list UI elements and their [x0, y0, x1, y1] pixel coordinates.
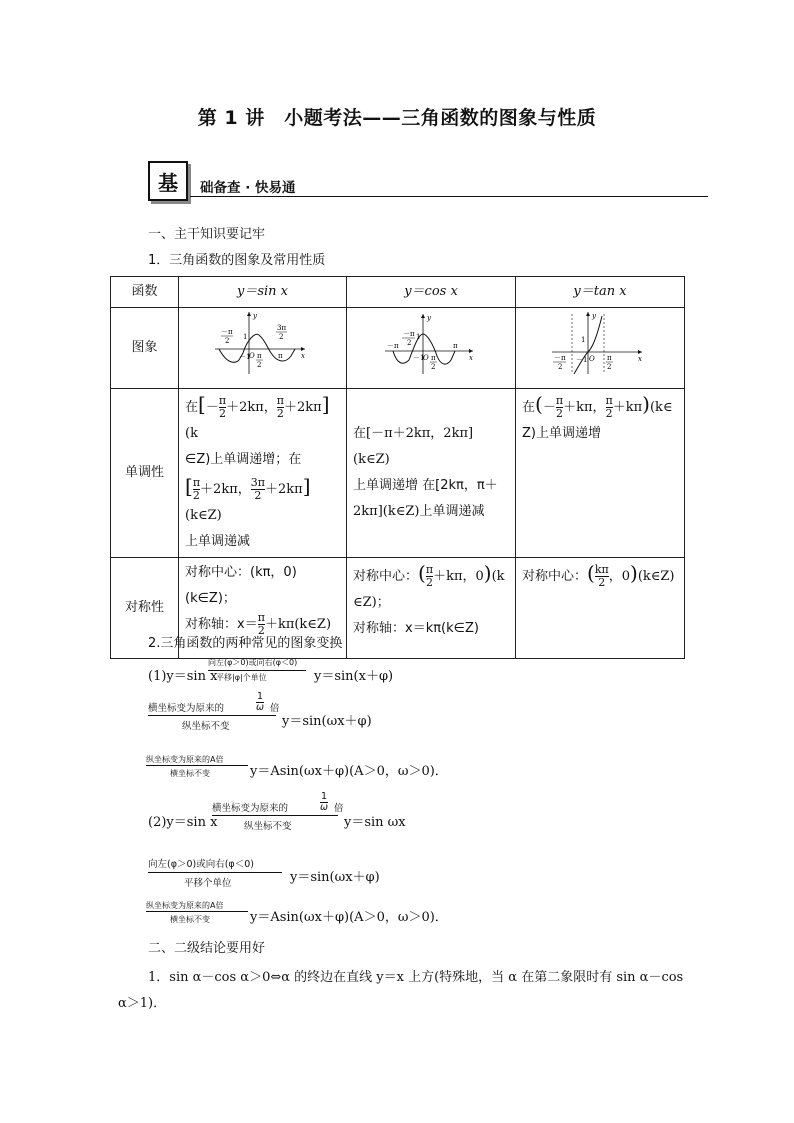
sin-graph [213, 308, 313, 378]
svg-text:－π: －π [220, 328, 233, 336]
cos-symmetry-cell [347, 558, 516, 659]
svg-text:－π: －π [554, 354, 566, 362]
t5-result: y＝sin(ωx＋φ) [290, 870, 380, 885]
svg-text:3π: 3π [276, 324, 286, 332]
t3-arrow [146, 765, 248, 766]
header-cell: y＝sin x [179, 277, 347, 308]
tan-mono-line1: 在(－ $\frac{\pi}{2}$ ＋kπ， $\frac{\pi}{2}$ ＋kπ)(k∈ [522, 392, 673, 420]
svg-text:2: 2 [407, 339, 412, 347]
svg-text:x: x [638, 355, 642, 363]
sin-sym-line1: 对称中心：(kπ，0)(k∈Z)； [185, 565, 297, 606]
tan-symmetry-cell [516, 558, 685, 659]
t2-top-end: 倍 [270, 703, 280, 714]
properties-table [110, 276, 685, 659]
tan-sym-line1: 对称中心：( $\frac{k\pi}{2}$ ，0)(k∈Z) [522, 561, 675, 589]
t3-top: 纵坐标变为原来的A倍 [146, 755, 224, 764]
svg-text:y: y [592, 312, 596, 320]
svg-text:2: 2 [607, 363, 612, 371]
section-divider [190, 196, 708, 197]
t4-top-end: 倍 [334, 803, 344, 814]
cos-sym-text: 对称中心： [353, 569, 419, 584]
sin-sym-line2: 对称轴：x＝ $\frac{\pi}{2}$ ＋kπ(k∈Z) [185, 611, 332, 637]
svg-text:2: 2 [558, 363, 563, 371]
header-cell: 函数 [111, 277, 179, 308]
t3-bottom: 横坐标不变 [170, 769, 210, 778]
t2-arrow [148, 715, 276, 716]
svg-text:1: 1 [581, 336, 586, 344]
sin-mono-text: (k∈Z) [185, 508, 222, 523]
t1-arrow-bottom: 平移|φ|个单位 [216, 673, 267, 682]
cos-mono-line1: 在[－π＋2kπ，2kπ](k∈Z) [353, 426, 474, 467]
cos-sym-text: (k [491, 569, 505, 584]
sin-mono-text: 在 [185, 400, 199, 415]
t4-bottom: 纵坐标不变 [244, 821, 292, 832]
sin-sym-text: ＋kπ(k∈Z) [264, 617, 332, 632]
tan-sym-text: (k∈Z) [637, 569, 675, 584]
t1-result: y＝sin(x＋φ) [314, 669, 394, 684]
t2-fraction: 1 ω [256, 691, 264, 713]
cos-sym-line2: ∈Z)； [353, 595, 390, 610]
part3-item1-line1: 1．sin α－cos α＞0⇔α 的终边在直线 y＝x 上方(特殊地，当 α 在第二象限时有 sin α－cos [148, 970, 684, 985]
tan-mono-text: (k∈ [649, 400, 673, 415]
sin-graph-cell [179, 308, 347, 389]
row-label: 图象 [111, 308, 179, 389]
cos-mono-line3: 2kπ](k∈Z)上单调递减 [353, 504, 485, 519]
t6-top: 纵坐标变为原来的A倍 [146, 901, 224, 910]
sin-mono-line2: ∈Z)上单调递增；在 [185, 452, 302, 467]
part1-heading: 一、主干知识要记牢 [148, 227, 266, 242]
cos-mono-line2: 上单调递增 在[2kπ，π＋ [353, 478, 498, 493]
svg-text:－1: －1 [576, 356, 588, 364]
t5-top: 向左(φ＞0)或向右(φ＜0) [148, 859, 254, 870]
svg-text:x: x [300, 352, 305, 360]
t4-prefix: (2)y＝sin x [148, 815, 218, 830]
svg-text:－π: －π [387, 342, 399, 350]
t6-arrow [146, 911, 248, 912]
t1-arrow [208, 670, 306, 671]
svg-text:1: 1 [416, 333, 421, 341]
sin-mono-line1: 在[－ $\frac{\pi}{2}$ ＋2kπ， $\frac{\pi}{2}$ ＋2kπ](k [185, 392, 330, 441]
t4-result: y＝sin ωx [344, 815, 406, 830]
cos-sym-line3: 对称轴：x＝kπ(k∈Z) [353, 621, 479, 636]
svg-text:2: 2 [256, 361, 261, 369]
sin-mono-line3: [ $\frac{\pi}{2}$ ＋2kπ， $\frac{3\pi}{2}$ ＋2kπ](k∈Z) [185, 474, 311, 523]
t1-prefix: (1)y＝sin x [148, 669, 218, 684]
tan-graph [550, 308, 650, 378]
part3-item1-line2: α＞1)． [118, 996, 167, 1011]
tan-sym-text: 对称中心： [522, 569, 588, 584]
section-badge: 基 [148, 161, 188, 201]
svg-text:y: y [252, 312, 257, 320]
svg-text:1: 1 [242, 333, 247, 341]
svg-text:π: π [277, 352, 283, 360]
svg-text:－π: －π [403, 330, 415, 338]
section-title: 础备查 · 快易通 [200, 180, 296, 196]
sin-mono-line4: 上单调递减 [185, 534, 251, 549]
t6-bottom: 横坐标不变 [170, 915, 210, 924]
table-row-graph [111, 308, 685, 389]
t4-arrow [212, 815, 338, 816]
t2-result: y＝sin(ωx＋φ) [282, 714, 372, 729]
svg-text:－1: －1 [238, 353, 250, 361]
t3-result: y＝Asin(ωx＋φ)(A＞0，ω＞0)． [250, 764, 448, 779]
svg-text:－1: －1 [413, 354, 425, 362]
sin-monotonic-cell [179, 389, 347, 558]
cos-monotonic-cell [347, 389, 516, 558]
t6-result: y＝Asin(ωx＋φ)(A＞0，ω＞0)． [250, 910, 448, 925]
table-row-header [111, 277, 685, 308]
svg-text:y: y [427, 314, 431, 322]
t4-fraction: 1 ω [320, 791, 328, 813]
header-cell: y＝cos x [347, 277, 516, 308]
header-cell: y＝tan x [516, 277, 685, 308]
t2-bottom: 纵坐标不变 [182, 721, 230, 732]
part3-heading: 二、二级结论要用好 [148, 941, 266, 956]
t4-top: 横坐标变为原来的 [212, 803, 289, 814]
svg-text:O: O [589, 355, 595, 363]
cos-sym-line1: 对称中心：( $\frac{\pi}{2}$ ＋kπ，0)(k [353, 561, 505, 589]
svg-text:2: 2 [278, 333, 283, 341]
row-label: 对称性 [111, 558, 179, 659]
tan-graph-cell [516, 308, 685, 389]
svg-text:π: π [453, 342, 458, 350]
svg-text:x: x [469, 354, 473, 362]
svg-text:π: π [431, 354, 436, 362]
part1-sub1: 1．三角函数的图象及常用性质 [148, 253, 326, 268]
cos-graph [381, 308, 481, 378]
svg-text:π: π [256, 352, 262, 360]
t2-top: 横坐标变为原来的 [148, 703, 225, 714]
svg-text:π: π [607, 354, 612, 362]
t5-arrow [148, 872, 282, 873]
page-title: 第 1 讲 小题考法——三角函数的图象与性质 [197, 107, 597, 129]
t1-arrow-top: 向左(φ＞0)或向右(φ＜0) [208, 658, 298, 667]
svg-text:O: O [248, 352, 255, 360]
cos-graph-cell [347, 308, 516, 389]
part2-sub2: 2.三角函数的两种常见的图象变换 [148, 636, 343, 651]
tan-monotonic-cell [516, 389, 685, 558]
svg-text:2: 2 [224, 337, 229, 345]
svg-text:O: O [423, 354, 429, 362]
svg-text:2: 2 [431, 363, 436, 371]
sin-sym-text: 对称轴：x＝ [185, 617, 258, 632]
sin-mono-text: (k [185, 426, 198, 441]
t5-bottom: 平移个单位 [184, 878, 232, 889]
tan-mono-text: 在 [522, 400, 536, 415]
tan-mono-line2: Z)上单调递增 [522, 426, 601, 441]
table-row-monotonic [111, 389, 685, 558]
row-label: 单调性 [111, 389, 179, 558]
